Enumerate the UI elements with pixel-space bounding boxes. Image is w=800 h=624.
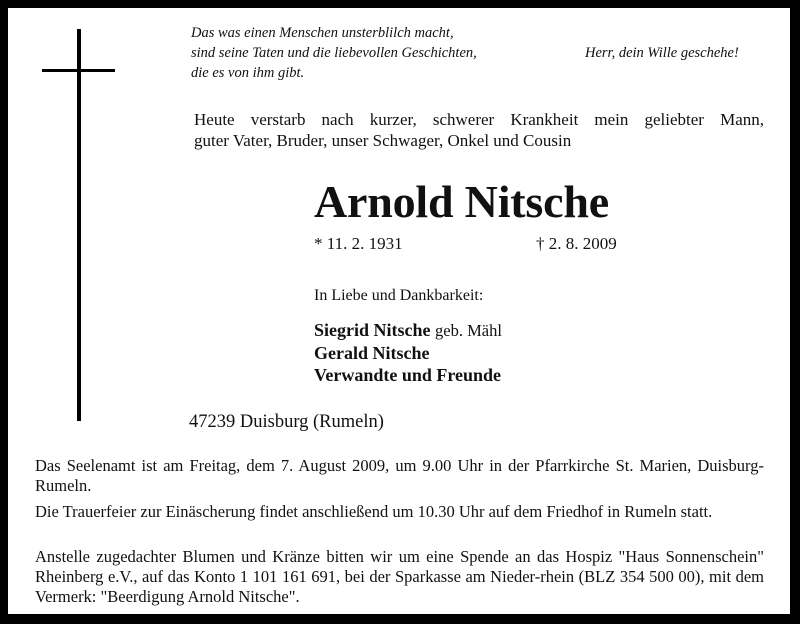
death-date: † 2. 8. 2009 bbox=[536, 234, 617, 253]
intro-line: guter Vater, Bruder, unser Schwager, Onkel und Cousin bbox=[194, 131, 572, 150]
family-member-note: geb. Mähl bbox=[435, 321, 502, 340]
cross-vertical-bar bbox=[77, 29, 81, 421]
family-member-name: Gerald Nitsche bbox=[314, 343, 430, 363]
intro-line: Heute verstarb nach kurzer, schwerer Krankheit mein geliebter Mann, bbox=[194, 110, 764, 129]
family-member-name: Verwandte und Freunde bbox=[314, 365, 502, 385]
prayer-quote: Herr, dein Wille geschehe! bbox=[585, 45, 739, 61]
quote-line: Das was einen Menschen unsterblilch macht, bbox=[191, 25, 454, 41]
thanks-line: In Liebe und Dankbarkeit: bbox=[314, 287, 484, 304]
memorial-quote bbox=[191, 23, 551, 83]
announcement-intro bbox=[194, 109, 764, 151]
family-member-name: Siegrid Nitsche bbox=[314, 320, 431, 340]
family-list bbox=[314, 319, 502, 386]
birth-date: * 11. 2. 1931 bbox=[314, 234, 403, 253]
quote-line: die es von ihm gibt. bbox=[191, 65, 305, 81]
cross-horizontal-bar bbox=[42, 69, 115, 72]
quote-line: sind seine Taten und die liebevollen Geschichten, bbox=[191, 45, 477, 61]
donation-info-paragraph: Anstelle zugedachter Blumen und Kränze bitten wir um eine Spende an das Hospiz "Haus Sonnenschein" Rheinberg e.V., auf das Konto 1 101 161 691, bei der Sparkasse am Nieder-rhein (BLZ 354 500 00), mit dem Vermerk: "Beerdigung Arnold Nitsche". bbox=[35, 547, 764, 606]
obituary-notice bbox=[8, 8, 790, 614]
deceased-name: Arnold Nitsche bbox=[314, 176, 609, 227]
ceremony-info-paragraph: Die Trauerfeier zur Einäscherung findet anschließend um 10.30 Uhr auf dem Friedhof in Rumeln statt. bbox=[35, 502, 713, 521]
family-member bbox=[314, 319, 502, 342]
location: 47239 Duisburg (Rumeln) bbox=[189, 412, 384, 432]
service-info-paragraph: Das Seelenamt ist am Freitag, dem 7. August 2009, um 9.00 Uhr in der Pfarrkirche St. Marien, Duisburg-Rumeln. bbox=[35, 456, 764, 495]
